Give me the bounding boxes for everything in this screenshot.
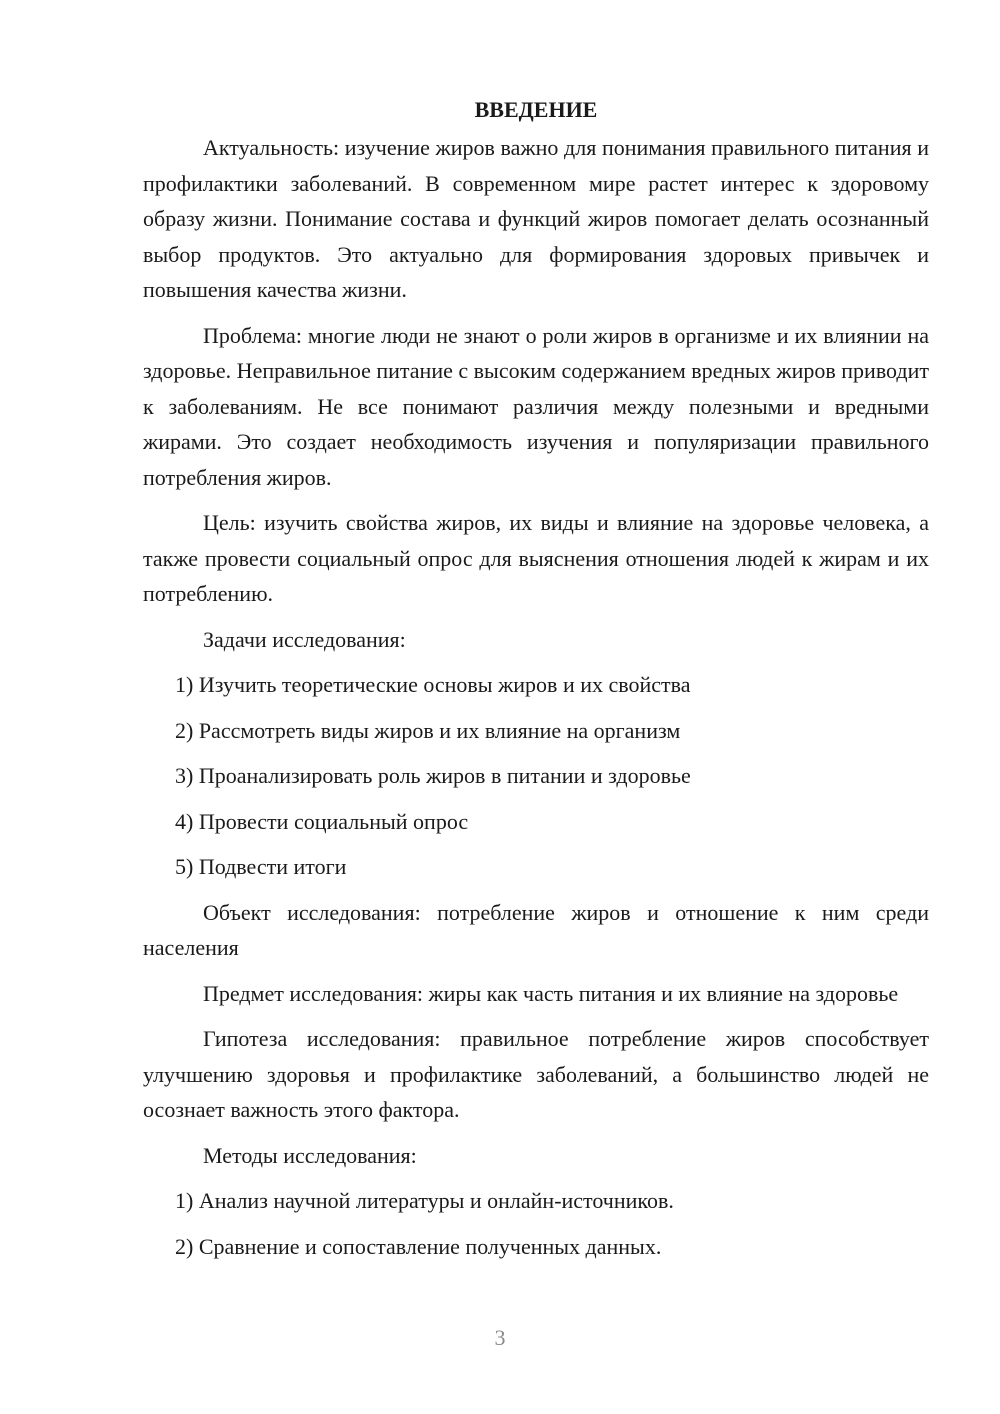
methods-list xyxy=(143,1183,929,1264)
document-page xyxy=(143,92,929,1274)
page-number: 3 xyxy=(494,1325,506,1350)
list-item: 2) Сравнение и сопоставление полученных данных. xyxy=(175,1233,662,1259)
tasks-list xyxy=(143,667,929,885)
list-item: 2) Рассмотреть виды жиров и их влияние на организм xyxy=(175,717,681,743)
list-item: 4) Провести социальный опрос xyxy=(175,808,469,834)
list-item: 5) Подвести итоги xyxy=(175,854,347,879)
paragraph-subject: Предмет исследования: жиры как часть питания и их влияние на здоровье xyxy=(203,980,899,1006)
paragraph-hypothesis: Гипотеза исследования: правильное потребление жиров способствует улучшению здоровья и профилактике заболеваний, а большинство людей не осознает важность этого фактора. xyxy=(143,1026,929,1122)
list-item: 1) Анализ научной литературы и онлайн-источников. xyxy=(175,1188,674,1213)
paragraph-goal: Цель: изучить свойства жиров, их виды и влияние на здоровье человека, а также провести социальный опрос для выяснения отношения людей к жирам и их потреблению. xyxy=(143,510,929,606)
methods-heading: Методы исследования: xyxy=(203,1142,417,1168)
paragraph-problem: Проблема: многие люди не знают о роли жиров в организме и их влиянии на здоровье. Неправильное питание с высоким содержанием вредных жиров приводит к заболеваниям. Не все понимают различия между полезными и вредными жирами. Это создает необходимость изучения и популяризации правильного потребления жиров. xyxy=(143,322,929,490)
section-title: ВВЕДЕНИЕ xyxy=(474,97,598,122)
list-item: 1) Изучить теоретические основы жиров и их свойства xyxy=(175,672,691,697)
tasks-heading: Задачи исследования: xyxy=(203,626,406,652)
list-item: 3) Проанализировать роль жиров в питании и здоровье xyxy=(175,763,691,788)
paragraph-object: Объект исследования: потребление жиров и отношение к ним среди населения xyxy=(143,899,929,960)
paragraph-relevance: Актуальность: изучение жиров важно для понимания правильного питания и профилактики заболеваний. В современном мире растет интерес к здоровому образу жизни. Понимание состава и функций жиров помогает делать осознанный выбор продуктов. Это актуально для формирования здоровых привычек и повышения качества жизни. xyxy=(143,135,929,302)
